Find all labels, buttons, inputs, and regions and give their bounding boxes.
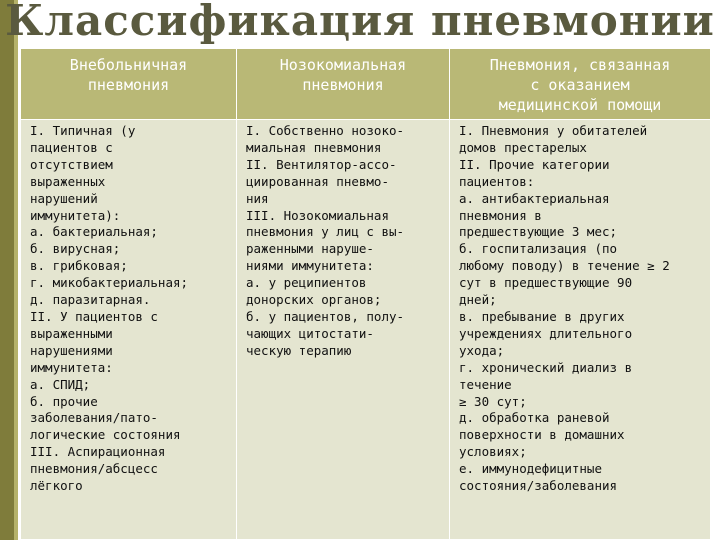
cell-text-line: поверхности в домашних (459, 427, 625, 443)
cell-text-line: чающих цитостати- (246, 325, 374, 341)
column-header-line: Нозокомиальная (279, 56, 407, 74)
cell-text-line: состояния/заболевания (459, 478, 618, 494)
cell-text-line: ниями иммунитета: (246, 258, 374, 274)
cell-text-line: I. Типичная (у (30, 123, 136, 138)
cell-text-line: а. СПИД; (30, 376, 91, 392)
cell-text-line: а. у реципиентов (246, 275, 367, 291)
column-header-line: Пневмония, связанная (489, 56, 671, 74)
column-header-nosocomial (237, 49, 450, 120)
table-header-row (21, 49, 711, 120)
cell-text-line: сут в предшествующие 90 (459, 275, 633, 291)
column-header-line: пневмония (87, 76, 170, 94)
cell-text-line: любому поводу) в течение ≥ 2 (459, 258, 670, 274)
page-title: Классификация пневмонии (5, 0, 715, 45)
cell-text-line: II. Вентилятор-ассо- (246, 156, 397, 172)
cell-text-line: III. Нозокомиальная (246, 207, 389, 223)
cell-text-line: I. Пневмония у обитателей (459, 123, 648, 138)
cell-text-line: течение (459, 376, 512, 392)
cell-text-line: дней; (459, 292, 497, 308)
cell-text-line: а. антибактериальная (459, 190, 610, 206)
cell-text-line: иммунитета: (30, 359, 113, 375)
cell-text-line: г. микобактериальная; (30, 275, 189, 291)
cell-text-line: предшествующие 3 мес; (459, 224, 618, 240)
cell-text-line: выраженными (30, 325, 113, 341)
column-header-line: медицинской помощи (498, 96, 662, 114)
cell-text-line: домов престарелых (459, 139, 587, 155)
cell-text-line: лёгкого (30, 478, 83, 494)
cell-text-line: логические состояния (30, 427, 181, 443)
cell-text-line: пациентов с (30, 139, 113, 155)
cell-text-line: III. Аспирационная (30, 444, 166, 460)
cell-text-line: в. пребывание в других (459, 308, 625, 324)
cell-text-line: б. прочие (30, 393, 98, 409)
cell-text-line: отсутствием (30, 156, 113, 172)
cell-text-line: пневмония в (459, 207, 542, 223)
cell-text-line: иммунитета): (30, 207, 121, 223)
column-header-line: с оказанием (530, 76, 630, 94)
cell-nosocomial (237, 120, 450, 540)
classification-table-container (20, 48, 710, 540)
cell-text-line: миальная пневмония (246, 139, 382, 155)
table-row (21, 120, 711, 540)
cell-text-line: II. Прочие категории (459, 156, 610, 172)
cell-text-line: пациентов: (459, 173, 535, 189)
cell-text-line: ≥ 30 сут; (459, 393, 527, 409)
classification-table (20, 48, 711, 540)
cell-text-line: II. У пациентов с (30, 308, 158, 324)
column-header-line: пневмония (302, 76, 384, 94)
cell-text-line: раженными наруше- (246, 241, 374, 257)
cell-text-line: нарушениями (30, 342, 113, 358)
cell-text-line: ния (246, 190, 269, 206)
cell-text-line: нарушений (30, 190, 98, 206)
cell-text-line: учреждениях длительного (459, 325, 633, 341)
cell-text-line: пневмония/абсцесс (30, 461, 158, 477)
cell-text-line: пневмония у лиц с вы- (246, 224, 405, 240)
cell-text-line: е. иммунодефицитные (459, 461, 602, 477)
cell-text-line: донорских органов; (246, 292, 382, 308)
cell-text-line: ческую терапию (246, 342, 352, 358)
cell-text-line: б. госпитализация (по (459, 241, 618, 257)
cell-text-line: б. вирусная; (30, 241, 121, 257)
cell-text-line: д. обработка раневой (459, 410, 610, 426)
column-header-community (21, 49, 237, 120)
cell-text-line: выраженных (30, 173, 106, 189)
cell-healthcare (450, 120, 711, 540)
left-accent-stripe (14, 0, 18, 540)
cell-text-line: циированная пневмо- (246, 173, 389, 189)
cell-text-line: г. хронический диализ в (459, 359, 633, 375)
cell-text-line: заболевания/пато- (30, 410, 158, 426)
cell-text-line: а. бактериальная; (30, 224, 158, 240)
cell-text-line: ухода; (459, 342, 505, 358)
cell-text-line: условиях; (459, 444, 527, 460)
left-accent-bar (0, 0, 14, 540)
cell-community (21, 120, 237, 540)
cell-text-line: д. паразитарная. (30, 292, 151, 308)
column-header-line: Внебольничная (69, 56, 188, 74)
cell-text-line: I. Собственно нозоко- (246, 123, 405, 138)
column-header-healthcare (450, 49, 711, 120)
cell-text-line: в. грибковая; (30, 258, 128, 274)
cell-text-line: б. у пациентов, полу- (246, 308, 405, 324)
